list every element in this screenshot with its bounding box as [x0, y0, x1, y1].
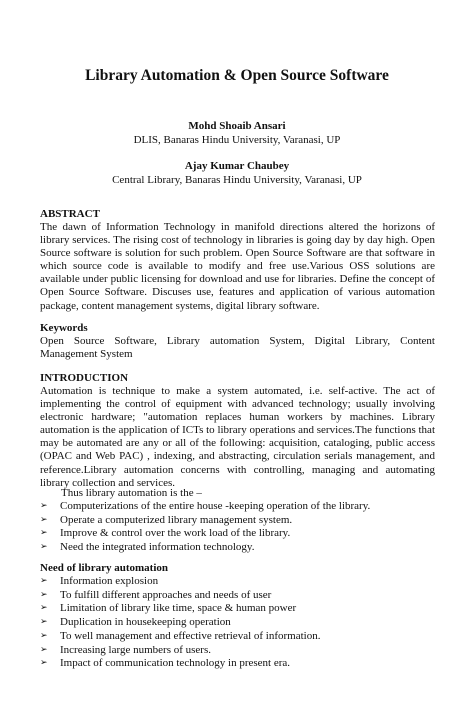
paper-title: Library Automation & Open Source Software: [85, 67, 389, 84]
arrow-bullet-icon: ➢: [40, 576, 48, 586]
arrow-bullet-icon: ➢: [40, 644, 48, 655]
arrow-bullet-icon: ➢: [40, 528, 48, 539]
list-item-text: Impact of communication technology in present era.: [60, 657, 291, 670]
abstract-heading: ABSTRACT: [40, 208, 100, 220]
list-item-text: Limitation of library like time, space & human power: [60, 602, 297, 615]
list-item-text: Information explosion: [60, 575, 159, 587]
need-list: [40, 575, 440, 671]
list-item-text: To fulfill different approaches and needs of user: [60, 588, 272, 601]
list-item: [40, 575, 440, 589]
list-item: [40, 527, 440, 541]
author-2-affiliation: Central Library, Banaras Hindu University, Varanasi, UP: [112, 174, 362, 186]
keywords-text: Open Source Software, Library automation System, Digital Library, Content Management System: [40, 335, 435, 361]
arrow-bullet-icon: ➢: [40, 658, 48, 669]
list-item: [40, 616, 440, 630]
list-item-text: Need the integrated information technology.: [60, 541, 255, 554]
list-item: [40, 602, 440, 616]
introduction-text: Automation is technique to make a system automated, i.e. self-active. The act of implementing the control of equipment with advanced technology; usually involving electronic hardware; "automation replaces human workers by machines. Library automation is the application of ICTs to library operations and services.The functions that may be automated are any or all of the following: acquisition, cataloging, public access (OPAC and Web PAC) , indexing, and abstracting, circulation serials management, and reference.Library automation concerns with controlling, managing and automating library collection and services.: [40, 385, 435, 489]
keywords-heading: Keywords: [40, 322, 88, 334]
author-1-name: Mohd Shoaib Ansari: [188, 120, 286, 132]
need-heading: Need of library automation: [40, 562, 169, 574]
introduction-lead: Thus library automation is the –: [61, 487, 202, 499]
introduction-list: [40, 500, 440, 555]
arrow-bullet-icon: ➢: [40, 603, 48, 614]
list-item-text: Computerizations of the entire house -keeping operation of the library.: [60, 500, 371, 512]
list-item: [40, 541, 440, 555]
list-item-text: Operate a computerized library management system.: [60, 513, 293, 526]
list-item-text: Improve & control over the work load of the library.: [60, 527, 291, 540]
list-item: [40, 657, 440, 671]
introduction-heading: INTRODUCTION: [40, 372, 129, 384]
list-item-text: Duplication in housekeeping operation: [60, 616, 231, 629]
arrow-bullet-icon: ➢: [40, 542, 48, 553]
author-1-affiliation: DLIS, Banaras Hindu University, Varanasi, UP: [133, 134, 341, 146]
arrow-bullet-icon: ➢: [40, 501, 48, 511]
arrow-bullet-icon: ➢: [40, 630, 48, 641]
arrow-bullet-icon: ➢: [40, 617, 48, 628]
list-item-text: Increasing large numbers of users.: [60, 643, 211, 656]
author-2-name: Ajay Kumar Chaubey: [184, 160, 290, 172]
arrow-bullet-icon: ➢: [40, 514, 48, 525]
list-item: [40, 630, 440, 644]
list-item: [40, 644, 440, 658]
list-item: [40, 514, 440, 528]
list-item-text: To well management and effective retrieval of information.: [60, 629, 321, 642]
list-item: [40, 500, 440, 514]
arrow-bullet-icon: ➢: [40, 589, 48, 600]
list-item: [40, 589, 440, 603]
abstract-text: The dawn of Information Technology in manifold directions altered the horizons of library services. The rising cost of technology in libraries is going day by day high. Open Source software is solution for such problem. Open Source Software are that software in which source code is available to modify and free use.Various OSS solutions are available under public licensing for download and use for libraries. Define the concept of Open Source Software. Discuses use, features and application of various automation package, content management systems, digital library software.: [40, 221, 435, 312]
